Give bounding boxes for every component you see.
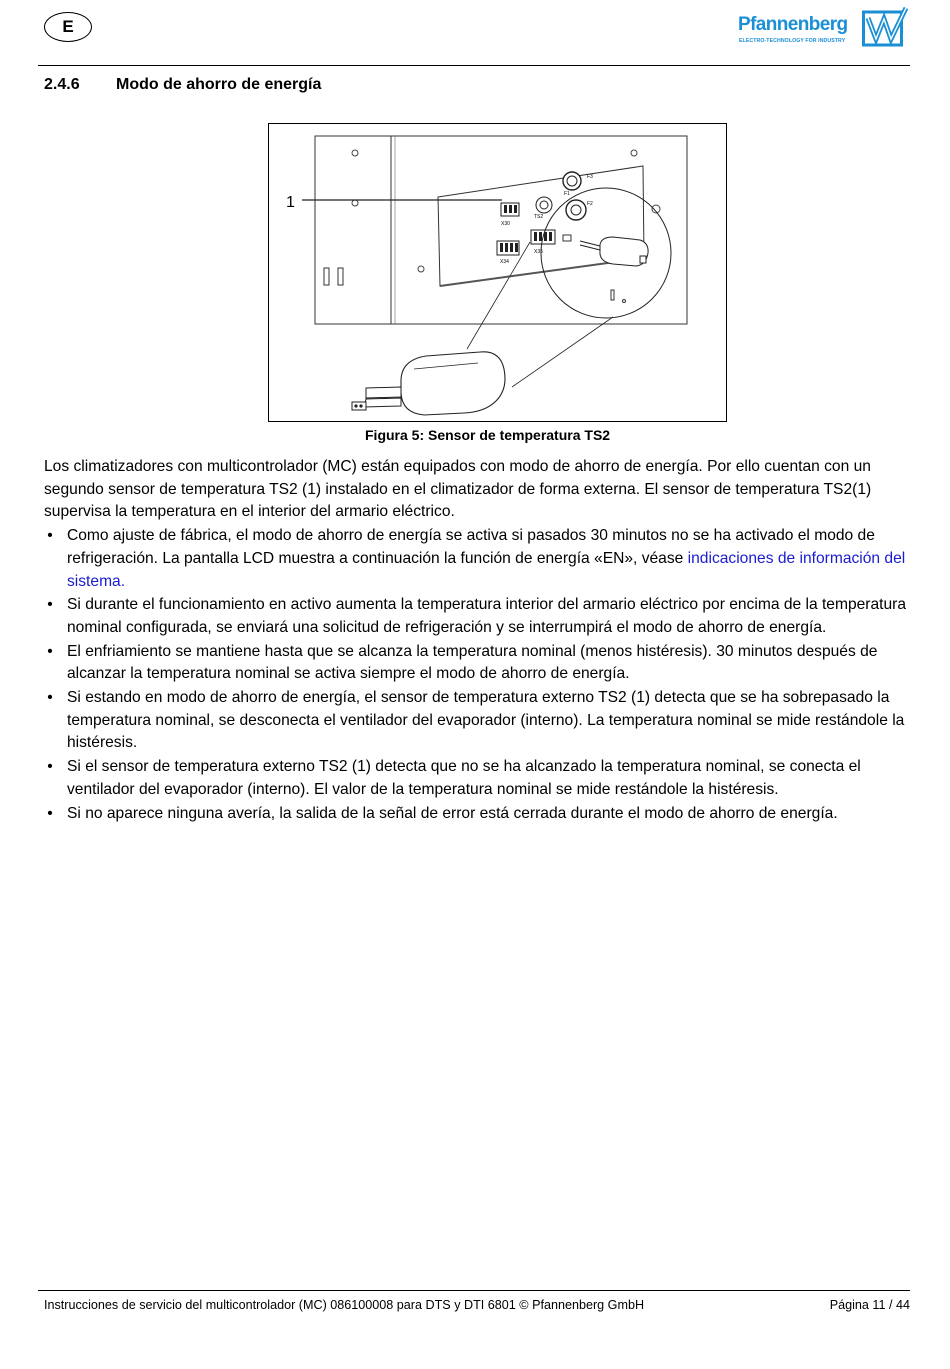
logo-tagline: ELECTRO-TECHNOLOGY FOR INDUSTRY [739,38,846,44]
list-item-text: Como ajuste de fábrica, el modo de ahorro de energía se activa si pasados 30 minutos no se ha activado el modo de refrigeración. La pantalla LCD muestra a continuación la función de energía «EN», véase [67,527,875,567]
label-f1: F1 [564,191,570,197]
logo-wordmark: Pfannenberg [738,14,848,35]
label-x34: X34 [500,259,509,265]
system-info-link[interactable]: indicaciones de información del sistema. [67,549,906,590]
list-item [44,594,910,639]
bullet-icon: • [47,527,53,545]
sensor-cable [366,387,401,398]
list-item [44,687,910,755]
list-item [44,525,910,593]
small-component [563,235,571,241]
logo-mark-icon [862,6,910,48]
list-item-text: Si el sensor de temperatura externo TS2 (1) detecta que no se ha alcanzado la temperatura nominal, se conecta el ventilador del evaporador (interno). El valor de la temperatura nominal se mide restándole la histéresis. [67,758,861,798]
bullet-icon: • [47,689,53,707]
footer-rule [38,1290,910,1291]
list-item-text: Si estando en modo de ahorro de energía, el sensor de temperatura externo TS2 (1) detecta que se ha sobrepasado la temperatura nominal, se desconecta el ventilador del evaporador (interno). La temperatura nominal se mide restándole la histéresis. [67,689,905,752]
label-f2: F2 [587,201,593,207]
language-badge-label: E [62,17,74,36]
bullet-list [44,525,910,825]
ts2-sensor-figure [268,123,727,422]
bullet-icon: • [47,596,53,614]
footer-page-number: Página 11 / 44 [829,1298,910,1312]
label-ts2: TS2 [534,214,544,220]
label-x35: X35 [534,249,543,255]
label-f3: F3 [587,174,593,180]
bullet-icon: • [47,804,53,822]
list-item [44,641,910,686]
header-rule [38,65,910,66]
intro-paragraph: Los climatizadores con multicontrolador (MC) están equipados con modo de ahorro de energía. Por ello cuentan con un segundo sensor de temperatura TS2 (1) instalado en el climatizador de forma externa. El sensor de temperatura TS2(1) supervisa la temperatura en el interior del armario eléctrico. [44,458,872,521]
company-logo [738,6,910,48]
section-title: Modo de ahorro de energía [116,76,322,93]
section-number: 2.4.6 [44,76,80,93]
list-item [44,756,910,801]
section-heading [44,76,321,94]
figure-caption: Figura 5: Sensor de temperatura TS2 [365,427,611,443]
footer-document-info: Instrucciones de servicio del multicontrolador (MC) 086100008 para DTS y DTI 6801 © Pfannenberg GmbH [44,1298,645,1312]
sensor-large [401,352,505,415]
list-item [44,803,910,826]
list-item-text: Si no aparece ninguna avería, la salida de la señal de error está cerrada durante el modo de ahorro de energía. [67,804,838,822]
language-badge [44,12,92,42]
list-item-text: El enfriamiento se mantiene hasta que se alcanza la temperatura nominal (menos histéresis). 30 minutos después de alcanzar la temperatura nominal se activa siempre el modo de ahorro de energía. [67,642,878,683]
list-item-text: Si durante el funcionamiento en activo aumenta la temperatura interior del armario eléctrico por encima de la temperatura nominal configurada, se enviará una solicitud de refrigeración y se interrumpirá el modo de ahorro de energía. [67,596,907,636]
callout-number: 1 [286,194,295,211]
body-text [44,456,910,826]
bullet-icon: • [47,758,53,776]
bullet-icon: • [47,642,53,660]
label-x30: X30 [501,221,510,227]
